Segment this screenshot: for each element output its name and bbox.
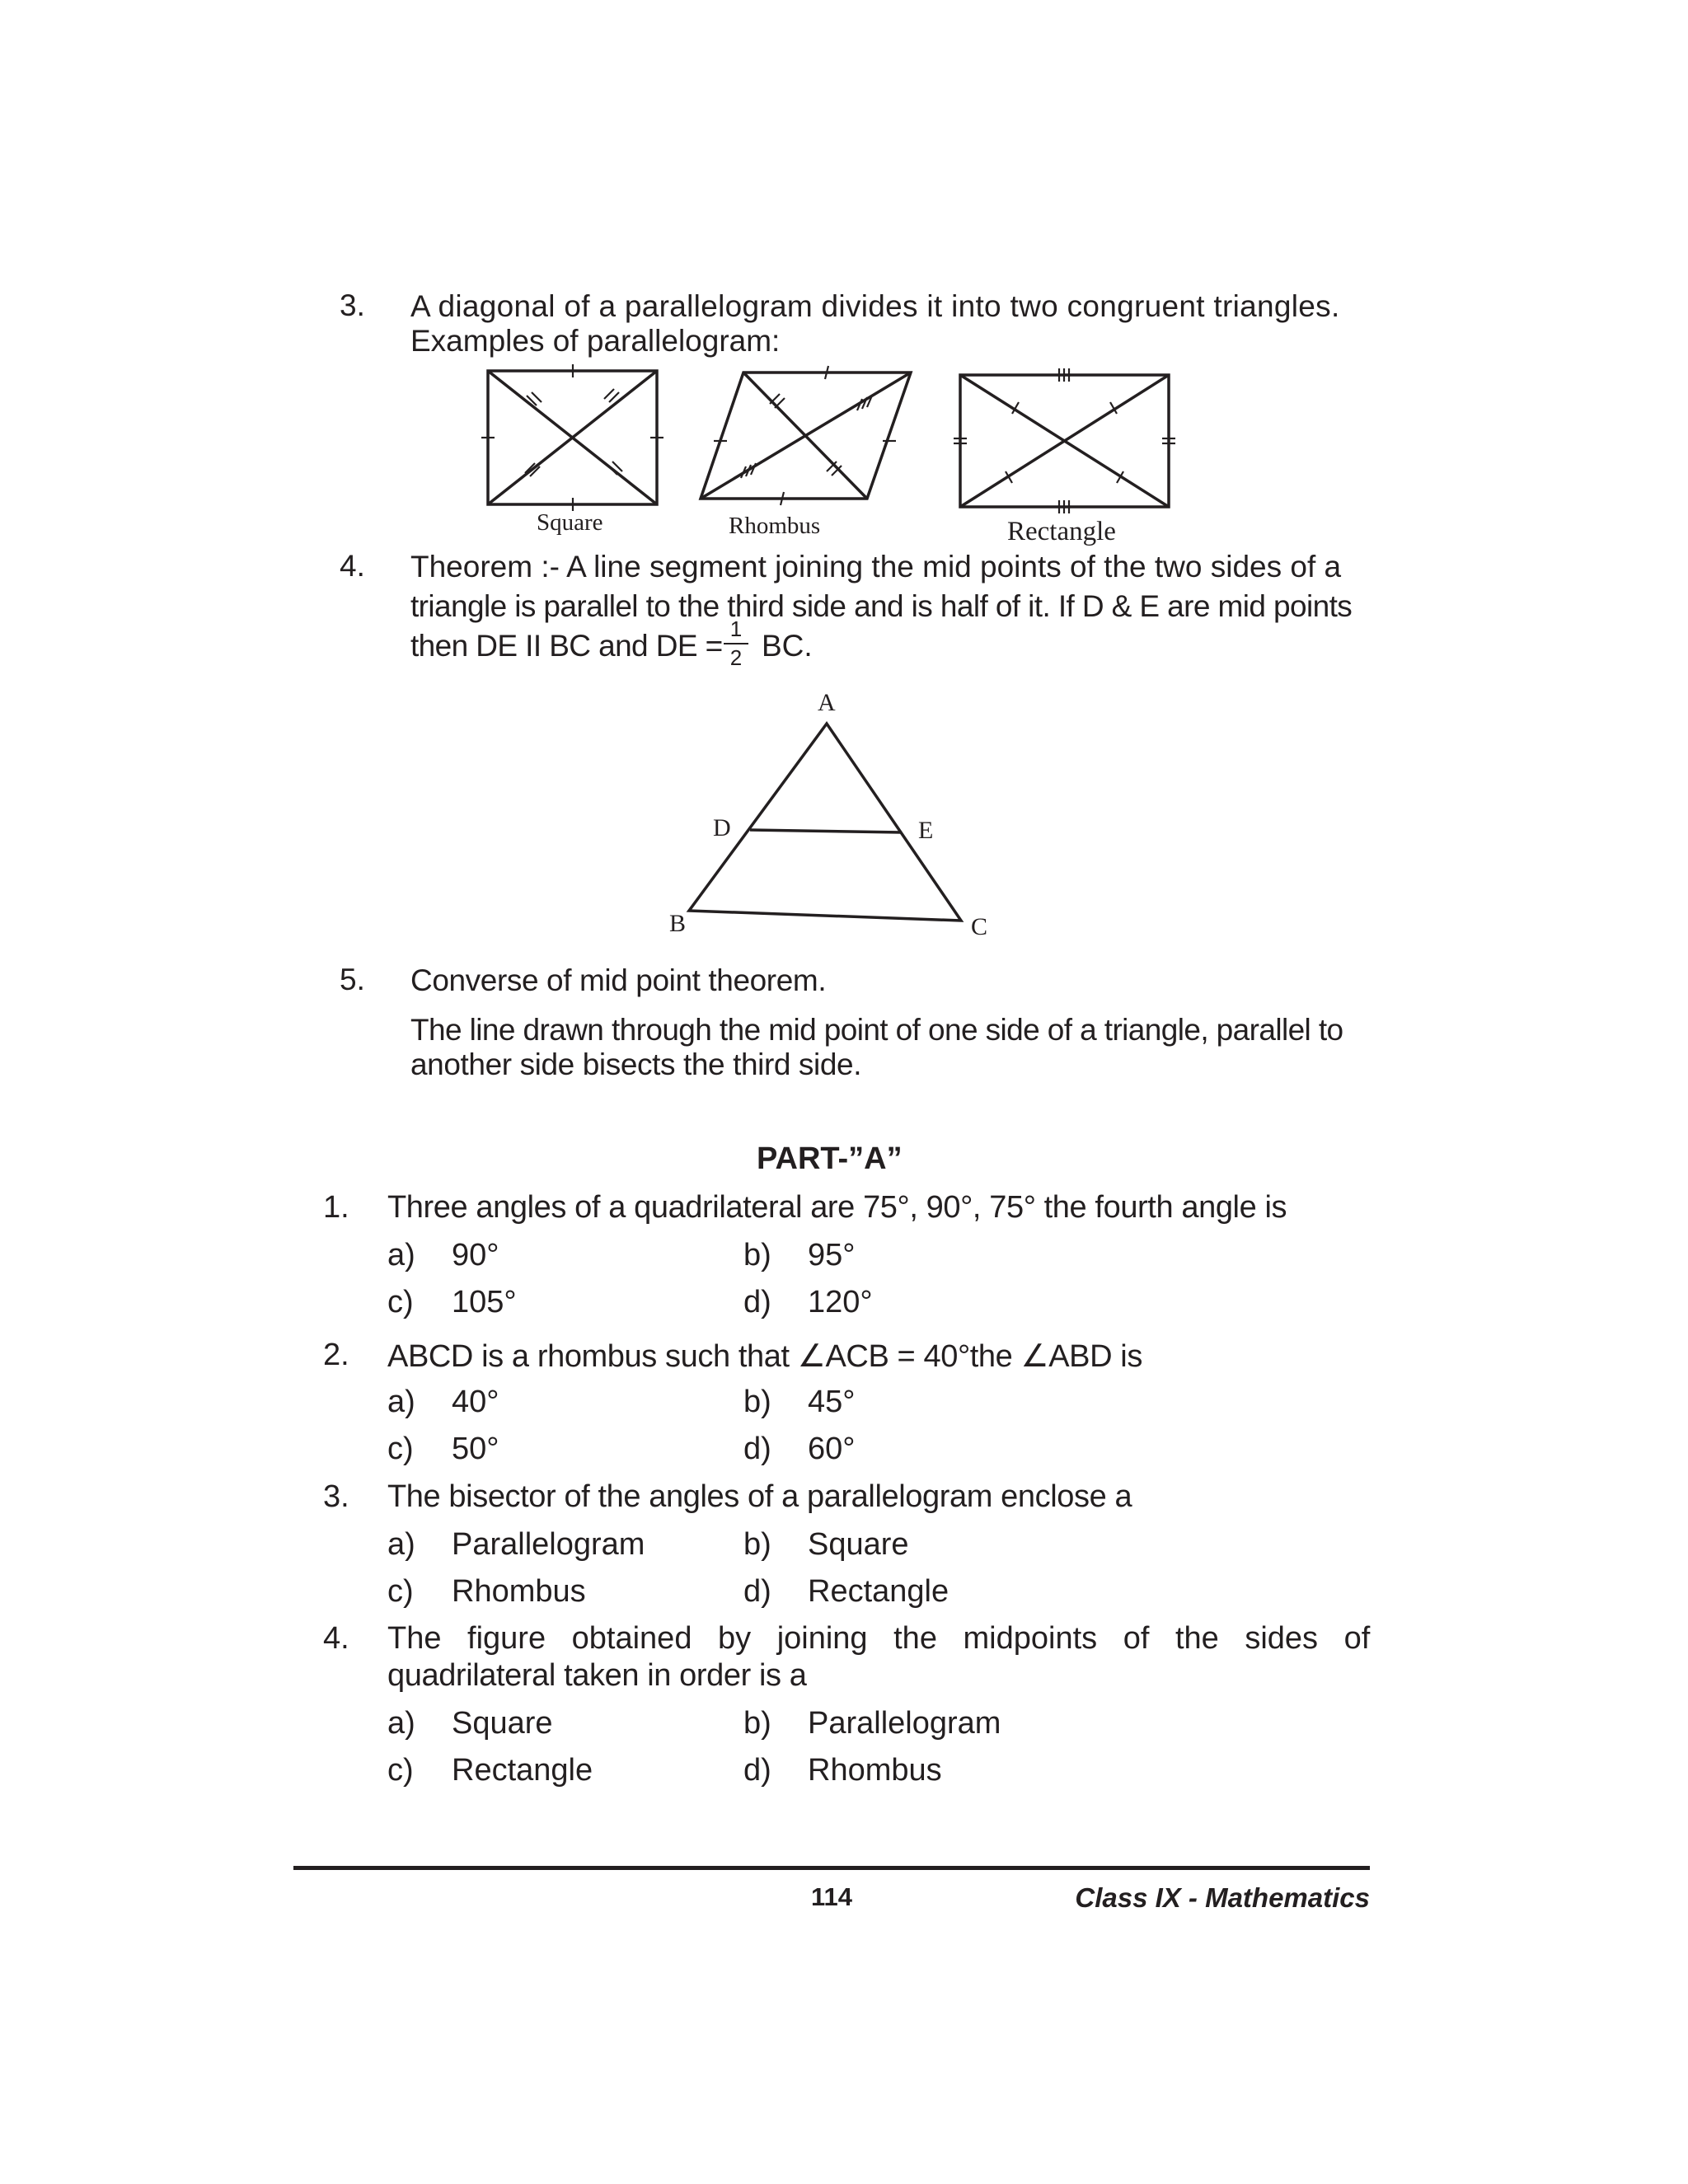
option-letter: a): [387, 1706, 415, 1741]
page-number: 114: [811, 1882, 853, 1911]
square-figure: [481, 364, 663, 511]
option-letter: c): [387, 1285, 414, 1319]
option-letter: d): [743, 1574, 771, 1609]
q4-option-a: [387, 1706, 553, 1741]
option-letter: c): [387, 1432, 414, 1466]
footer-rule: [293, 1866, 1370, 1870]
option-letter: d): [743, 1432, 771, 1466]
fraction-bar: [724, 643, 748, 644]
footer-title: Class IX - Mathematics: [1075, 1882, 1370, 1913]
item-4-text-line2: triangle is parallel to the third side and is half of it. If D & E are mid points: [410, 589, 1353, 623]
option-letter: b): [743, 1706, 771, 1741]
q4-option-b: [743, 1706, 1001, 1741]
q1-option-c: [387, 1285, 517, 1320]
q1-text: Three angles of a quadrilateral are 75°, 90°, 75° the fourth angle is: [387, 1190, 1287, 1225]
option-text: 40°: [452, 1385, 499, 1419]
q2-number: 2.: [323, 1338, 349, 1372]
option-letter: b): [743, 1385, 771, 1419]
option-text: Rectangle: [452, 1753, 593, 1788]
option-text: Parallelogram: [808, 1706, 1001, 1741]
option-letter: d): [743, 1753, 771, 1788]
square-label: Square: [537, 509, 603, 536]
q2-text: ABCD is a rhombus such that ∠ACB = 40°the ∠ABD is: [387, 1339, 1142, 1374]
option-letter: c): [387, 1574, 414, 1609]
option-text: 120°: [808, 1285, 873, 1319]
q2-option-b: [743, 1385, 855, 1420]
fraction-denominator: 2: [729, 645, 743, 670]
q3-option-c: [387, 1574, 586, 1610]
item-3-text-line1: A diagonal of a parallelogram divides it into two congruent triangles.: [410, 289, 1340, 323]
option-text: Square: [452, 1706, 553, 1741]
q1-option-a: [387, 1238, 499, 1273]
q1-option-b: [743, 1238, 855, 1273]
q2-option-d: [743, 1432, 855, 1467]
point-b-label: B: [669, 910, 687, 937]
option-letter: b): [743, 1527, 771, 1562]
item-4-number: 4.: [340, 549, 365, 583]
q3-option-a: [387, 1527, 645, 1563]
option-text: 45°: [808, 1385, 856, 1419]
option-text: Rectangle: [808, 1574, 950, 1609]
option-text: Rhombus: [452, 1574, 586, 1609]
q4-number: 4.: [323, 1621, 349, 1656]
option-letter: c): [387, 1753, 414, 1788]
item-4-text-line1: Theorem :- A line segment joining the mid points of the two sides of a: [410, 550, 1342, 583]
point-c-label: C: [971, 913, 988, 940]
part-a-heading: PART-”A”: [757, 1141, 903, 1176]
option-text: 95°: [808, 1238, 856, 1272]
fraction-numerator: 1: [729, 616, 743, 641]
item-3-text-line2: Examples of parallelogram:: [410, 324, 781, 358]
item-4-text-line3-end: BC.: [762, 629, 813, 663]
fraction-one-half: [724, 616, 748, 671]
point-d-label: D: [713, 814, 731, 841]
rhombus-label: Rhombus: [729, 513, 821, 539]
item-5-title: Converse of mid point theorem.: [410, 963, 827, 997]
triangle-figure: [659, 709, 989, 931]
q3-number: 3.: [323, 1479, 349, 1514]
q1-option-d: [743, 1285, 873, 1320]
item-5-text-line1: The line drawn through the mid point of one side of a triangle, parallel to: [410, 1013, 1343, 1047]
q4-text-line2: quadrilateral taken in order is a: [387, 1658, 807, 1693]
option-text: Rhombus: [808, 1753, 942, 1788]
option-letter: a): [387, 1527, 415, 1562]
option-letter: b): [743, 1238, 771, 1272]
option-text: Square: [808, 1527, 909, 1562]
q2-option-c: [387, 1432, 499, 1467]
item-5-number: 5.: [340, 963, 365, 996]
q2-option-a: [387, 1385, 499, 1420]
option-text: Parallelogram: [452, 1527, 645, 1562]
q3-option-d: [743, 1574, 949, 1610]
option-text: 105°: [452, 1285, 517, 1319]
rectangle-figure: [954, 368, 1175, 513]
q4-text-line1: The figure obtained by joining the midpoints of the sides of: [387, 1621, 1371, 1656]
option-letter: a): [387, 1385, 415, 1419]
option-text: 60°: [808, 1432, 856, 1466]
option-text: 90°: [452, 1238, 499, 1272]
option-letter: a): [387, 1238, 415, 1272]
point-e-label: E: [918, 817, 934, 844]
point-a-label: A: [818, 689, 836, 716]
rhombus-figure: [701, 366, 911, 505]
q4-option-d: [743, 1753, 942, 1788]
q1-number: 1.: [323, 1190, 349, 1225]
option-text: 50°: [452, 1432, 499, 1466]
option-letter: d): [743, 1285, 771, 1319]
q3-text: The bisector of the angles of a parallelogram enclose a: [387, 1479, 1132, 1514]
q4-option-c: [387, 1753, 593, 1788]
item-4-text-line3-start: then DE II BC and DE =: [410, 629, 723, 663]
item-3-number: 3.: [340, 288, 365, 322]
item-5-text-line2: another side bisects the third side.: [410, 1047, 862, 1081]
q3-option-b: [743, 1527, 909, 1563]
rectangle-label: Rectangle: [1007, 517, 1116, 546]
